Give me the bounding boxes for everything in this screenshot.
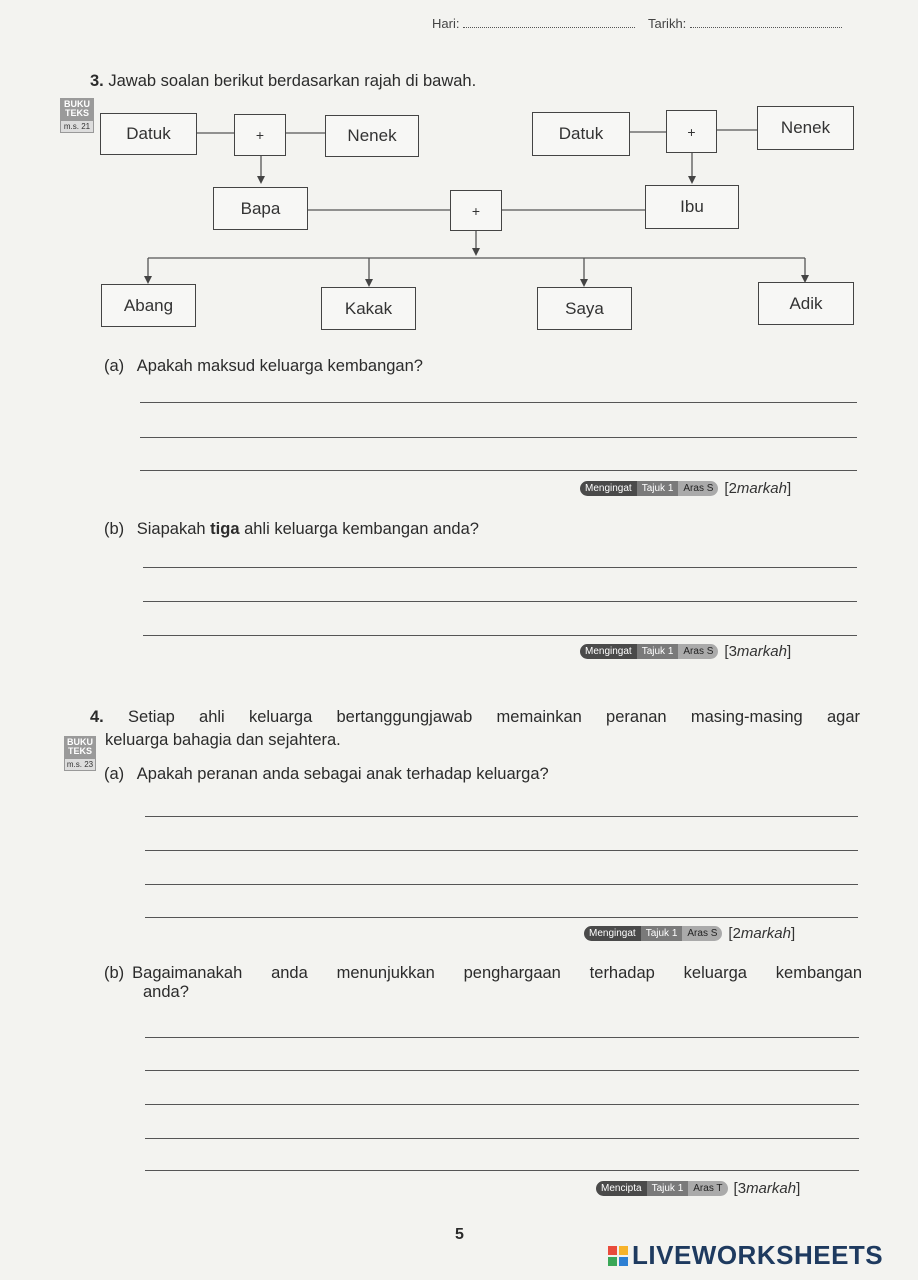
q4b-marks: [3markah] bbox=[733, 1180, 801, 1197]
liveworksheets-logo-icon bbox=[608, 1246, 628, 1266]
q3-number: 3. bbox=[90, 72, 104, 90]
q4b-answer-line-2[interactable] bbox=[145, 1070, 859, 1071]
q4a-tag: Mengingat Tajuk 1 Aras S [2markah] bbox=[584, 925, 795, 942]
tag-topic: Tajuk 1 bbox=[637, 481, 679, 496]
q4b-text-line1: Bagaimanakah anda menunjukkan penghargaan terhadap keluarga kembangan bbox=[132, 964, 862, 982]
q4b-answer-line-4[interactable] bbox=[145, 1138, 859, 1139]
q4-ref-page: m.s. 23 bbox=[64, 758, 96, 771]
box-plus-left: + bbox=[234, 114, 286, 156]
q4-text-line2: keluarga bahagia dan sejahtera. bbox=[105, 731, 341, 749]
watermark-text: LIVEWORKSHEETS bbox=[632, 1240, 884, 1270]
q4b-answer-line-5[interactable] bbox=[145, 1170, 859, 1171]
q4b-label: (b) bbox=[104, 964, 125, 982]
q4a-marks: [2markah] bbox=[728, 925, 796, 942]
box-abang: Abang bbox=[101, 284, 196, 327]
box-plus-center: + bbox=[450, 190, 502, 231]
book-icon: BUKU TEKS bbox=[60, 98, 94, 120]
q3b-answer-line-2[interactable] bbox=[143, 601, 857, 602]
q3b-answer-line-1[interactable] bbox=[143, 567, 857, 568]
box-plus-right: + bbox=[666, 110, 717, 153]
box-bapa: Bapa bbox=[213, 187, 308, 230]
q3-text: Jawab soalan berikut berdasarkan rajah di bawah. bbox=[108, 72, 477, 90]
box-adik: Adik bbox=[758, 282, 854, 325]
q3a-text: Apakah maksud keluarga kembangan? bbox=[136, 357, 423, 375]
q4b-tag: Mencipta Tajuk 1 Aras T [3markah] bbox=[596, 1180, 800, 1197]
q3b-bold: tiga bbox=[210, 520, 240, 538]
q4a-answer-line-1[interactable] bbox=[145, 816, 858, 817]
box-kakak: Kakak bbox=[321, 287, 416, 330]
page-number: 5 bbox=[455, 1226, 464, 1243]
q3a-label: (a) bbox=[104, 357, 125, 375]
q4a-answer-line-2[interactable] bbox=[145, 850, 858, 851]
q4a-answer-line-3[interactable] bbox=[145, 884, 858, 885]
q4b-answer-line-3[interactable] bbox=[145, 1104, 859, 1105]
q4-number: 4. bbox=[90, 708, 104, 726]
q4a-text: Apakah peranan anda sebagai anak terhadap keluarga? bbox=[136, 765, 549, 783]
box-ibu: Ibu bbox=[645, 185, 739, 229]
tag-skill: Mengingat bbox=[580, 481, 637, 496]
box-nenek-right: Nenek bbox=[757, 106, 854, 150]
q3a-answer-line-3[interactable] bbox=[140, 470, 857, 471]
hari-label: Hari: bbox=[432, 16, 460, 31]
q3a-tag bbox=[580, 480, 791, 497]
box-nenek-left: Nenek bbox=[325, 115, 419, 157]
q3b-label: (b) bbox=[104, 520, 125, 538]
q4-textbook-ref bbox=[64, 736, 96, 771]
box-datuk-right: Datuk bbox=[532, 112, 630, 156]
q3b-answer-line-3[interactable] bbox=[143, 635, 857, 636]
q3a-prompt bbox=[104, 357, 423, 376]
book-icon: BUKU TEKS bbox=[64, 736, 96, 758]
q4b-prompt bbox=[104, 964, 862, 1002]
box-datuk-left: Datuk bbox=[100, 113, 197, 155]
q4a-answer-line-4[interactable] bbox=[145, 917, 858, 918]
q3b-tag: Mengingat Tajuk 1 Aras S [3markah] bbox=[580, 643, 791, 660]
q3-ref-page: m.s. 21 bbox=[60, 120, 94, 133]
q4a-label: (a) bbox=[104, 765, 125, 783]
q3b-marks: [3markah] bbox=[724, 643, 792, 660]
q4-text-line1: Setiap ahli keluarga bertanggungjawab memainkan peranan masing-masing agar bbox=[128, 708, 860, 726]
q4a-prompt bbox=[104, 765, 549, 784]
liveworksheets-watermark bbox=[608, 1240, 883, 1271]
box-saya: Saya bbox=[537, 287, 632, 330]
q3a-answer-line-2[interactable] bbox=[140, 437, 857, 438]
q4b-answer-line-1[interactable] bbox=[145, 1037, 859, 1038]
q4-prompt-line1 bbox=[90, 708, 860, 727]
q3b-prompt: (b) Siapakah tiga ahli keluarga kembangan anda? bbox=[104, 520, 479, 538]
q4b-text-line2: anda? bbox=[143, 983, 189, 1001]
tarikh-label: Tarikh: bbox=[648, 16, 687, 31]
q3a-answer-line-1[interactable] bbox=[140, 402, 857, 403]
q3a-marks: [2markah] bbox=[724, 480, 792, 497]
tag-level: Aras S bbox=[678, 481, 718, 496]
